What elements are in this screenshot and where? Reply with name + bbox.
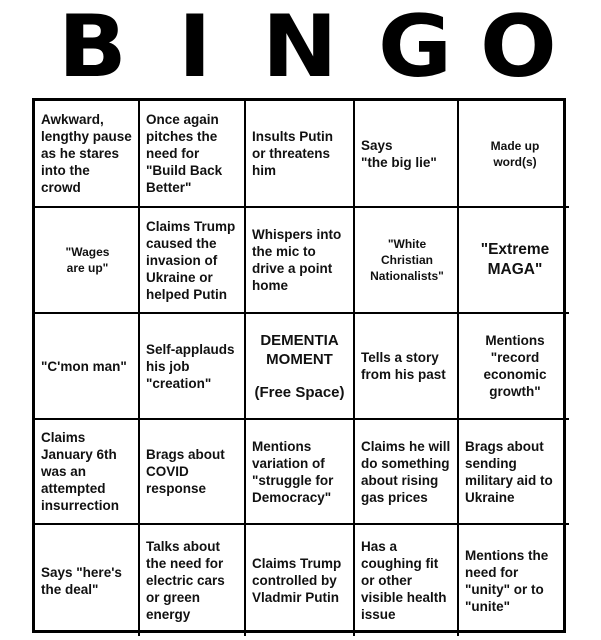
title-letter-g: G [378, 0, 453, 97]
bingo-cell[interactable]: Once again pitches the need for "Build Back Better" [140, 101, 246, 208]
bingo-cell[interactable]: "Extreme MAGA" [459, 208, 569, 314]
bingo-cell[interactable]: Brags about COVID response [140, 420, 246, 525]
free-space-title: DEMENTIA MOMENT [260, 331, 339, 368]
bingo-cell[interactable]: Claims January 6th was an attempted insurrection [35, 420, 140, 525]
bingo-title [0, 0, 601, 97]
title-letter-i: I [178, 0, 212, 97]
bingo-cell[interactable]: Says "here's the deal" [35, 525, 140, 636]
bingo-cell[interactable]: Brags about sending military aid to Ukraine [459, 420, 569, 525]
bingo-cell[interactable]: Self-applauds his job "creation" [140, 314, 246, 420]
free-space-cell[interactable] [246, 314, 355, 420]
title-letter-o: O [480, 0, 557, 97]
bingo-cell[interactable]: Talks about the need for electric cars or green energy [140, 525, 246, 636]
bingo-cell[interactable]: Says "the big lie" [355, 101, 459, 208]
bingo-cell[interactable]: Whispers into the mic to drive a point home [246, 208, 355, 314]
title-letter-b: B [58, 0, 127, 97]
bingo-cell[interactable]: Claims he will do something about rising gas prices [355, 420, 459, 525]
bingo-grid [32, 98, 566, 633]
bingo-cell[interactable]: "Wages are up" [35, 208, 140, 314]
free-space-label: (Free Space) [254, 383, 345, 401]
bingo-cell[interactable]: Insults Putin or threatens him [246, 101, 355, 208]
bingo-cell[interactable]: "C'mon man" [35, 314, 140, 420]
bingo-cell[interactable]: Claims Trump caused the invasion of Ukraine or helped Putin [140, 208, 246, 314]
title-letter-n: N [262, 0, 338, 97]
bingo-cell[interactable]: Mentions the need for "unity" or to "unite" [465, 547, 549, 614]
bingo-cell[interactable]: Made up word(s) [459, 101, 569, 208]
bingo-cell[interactable]: Claims Trump controlled by Vladmir Putin [246, 525, 355, 636]
bingo-cell[interactable]: Mentions variation of "struggle for Democracy" [246, 420, 355, 525]
bingo-cell[interactable]: Awkward, lengthy pause as he stares into the crowd [35, 101, 140, 208]
bingo-cell[interactable]: Has a coughing fit or other visible health issue [355, 525, 459, 636]
bingo-cell[interactable]: Mentions "record economic growth" [459, 314, 569, 420]
bingo-cell[interactable]: "White Christian Nationalists" [355, 208, 459, 314]
bingo-cell[interactable]: Tells a story from his past [355, 314, 459, 420]
